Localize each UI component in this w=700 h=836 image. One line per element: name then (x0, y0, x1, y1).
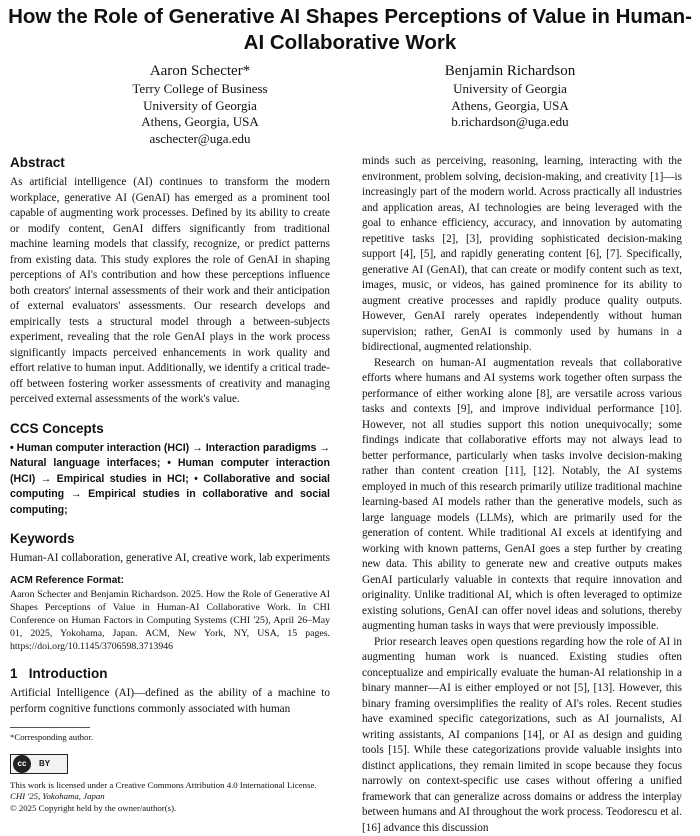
author-name: Benjamin Richardson (390, 62, 630, 81)
creative-commons-icon: cc (13, 755, 31, 773)
left-column (10, 154, 330, 814)
paper-title: How the Role of Generative AI Shapes Perceptions of Value in Human-AI Collaborative Work (0, 4, 700, 56)
copyright-text: © 2025 Copyright held by the owner/author(s). (10, 803, 330, 815)
keywords-heading: Keywords (10, 530, 330, 548)
footnote-divider (10, 727, 90, 728)
author-block-1 (80, 62, 320, 147)
author-email: aschecter@uga.edu (80, 131, 320, 148)
abstract-heading: Abstract (10, 154, 330, 172)
reference-text: Aaron Schecter and Benjamin Richardson. 2025. How the Role of Generative AI Shapes Perceptions of Value in Human-AI Collaborative Work. In CHI Conference on Human Factors in Computing Systems (CHI '25), April 26–May 01, 2025, Yokohama, Japan. ACM, New York, NY, USA, 15 pages. https://doi.org/10.1145/3706598.3713946 (10, 588, 330, 653)
right-column (362, 154, 682, 836)
keywords-text: Human-AI collaboration, generative AI, creative work, lab experiments (10, 551, 330, 567)
intro-paragraph-1: minds such as perceiving, reasoning, learning, interacting with the environment, problem solving, decision-making, and creativity [1]—is increasingly part of the modern world. Across practically all industries and application areas, AI technologies are being leveraged with the goal to enhance efficiency, accuracy, and innovation by automating repetitive tasks [2], [3], providing sophisticated decision-making support [4], [5], and rapidly generating content [6], [7]. Specifically, generative AI (GenAI), that can create or modify content such as text, images, music, or videos, has gained prominence for its ability to augment creative processes and rapidly produce quality outputs. However, GenAI rarely operates independently without human supervision; rather, GenAI is commonly used by humans in a bidirectional, augmented relationship. (362, 154, 682, 356)
author-org: University of Georgia (80, 98, 320, 115)
author-name: Aaron Schecter* (80, 62, 320, 81)
author-location: Athens, Georgia, USA (80, 114, 320, 131)
cc-by-license-badge (10, 754, 68, 774)
attribution-icon: BY (39, 756, 50, 772)
reference-heading: ACM Reference Format: (10, 573, 330, 589)
author-affiliation: Terry College of Business (80, 81, 320, 98)
author-block-2 (390, 62, 630, 131)
introduction-text: Artificial Intelligence (AI)—defined as the ability of a machine to perform cognitive functions commonly associated with human (10, 686, 330, 717)
ccs-heading: CCS Concepts (10, 420, 330, 438)
license-venue: CHI '25, Yokohama, Japan (10, 791, 330, 803)
author-location: Athens, Georgia, USA (390, 98, 630, 115)
intro-paragraph-2: Research on human-AI augmentation reveals that collaborative efforts where humans and AI systems work together often surpass the performance of either working alone [8], are versatile across various tasks and contexts [9], and improve individual performance [10]. However, not all studies support this notion unequivocally; some findings indicate that collaborative efforts may not always lead to better performance, particularly when tasks involve decision-making rather than content creation [11], [12]. Notably, the AI systems employed in much of this research primarily utilize traditional machine learning-based AI models rather than the generative models, such as large language models (LLMs), which are primarily used for the generation of content. While traditional AI excels at identifying and working with known patterns, GenAI goes a step further by creating new data. This ability to generate new and creative outputs makes GenAI particularly valuable in contexts that require innovation and originality. Unlike traditional AI, which is often leveraged to optimize existing solutions, GenAI can offer novel ideas and solutions, thereby augmenting human tasks in ways that were previously impossible. (362, 356, 682, 635)
introduction-heading: 1 Introduction (10, 665, 330, 683)
abstract-text: As artificial intelligence (AI) continues to transform the modern workplace, generative AI (GenAI) has emerged as a prominent tool capable of augmenting work processes. Defined by its ability to create or modify content, GenAI differs significantly from traditional machine learning models that classify, recognize, or predict patterns from existing data. This study explores the role of GenAI in shaping perceptions of AI's contribution and how these perceptions influence both creators' internal assessments of their work and their anticipation of external evaluators' assessments. Our research develops and empirically tests a structural model through a between-subjects experiment, revealing that the role GenAI plays in the work process significantly impacts perceived enhancements in work quality and effort relative to human input. Additionally, we identify a critical trade-off between fostering worker assessments of creativity and managing perceived external assessments of the work's value. (10, 175, 330, 408)
author-org: University of Georgia (390, 81, 630, 98)
footnote: *Corresponding author. (10, 732, 330, 744)
author-email: b.richardson@uga.edu (390, 114, 630, 131)
license-text: This work is licensed under a Creative Commons Attribution 4.0 International License. (10, 780, 330, 792)
ccs-text: • Human computer interaction (HCI) → Interaction paradigms → Natural language interfaces; • Human computer interaction (HCI) → Empirical studies in HCI; • Collaborative and social computing → Empirical studies in collaborative and social computing; (10, 441, 330, 519)
intro-paragraph-3: Prior research leaves open questions regarding how the role of AI in augmenting human work is nuanced. Existing studies often conceptualize and empirically evaluate the human-AI relationship in a binary manner—AI is either employed or not [5], [13]. However, this binary framing oversimplifies the reality of AI's roles. Recent studies have examined specific categorizations, such as AI journalists, AI writing assistants, AI companions [14], or AI as design and guiding tools [15]. While these categorizations provide valuable insights into distinct applications, they remain limited in scope because they focus narrowly on context-specific use cases without offering a unified framework that can generalize across domains or address the interplay between humans and AI throughout the work process. Teodorescu et al. [16] advance this discussion (362, 635, 682, 836)
